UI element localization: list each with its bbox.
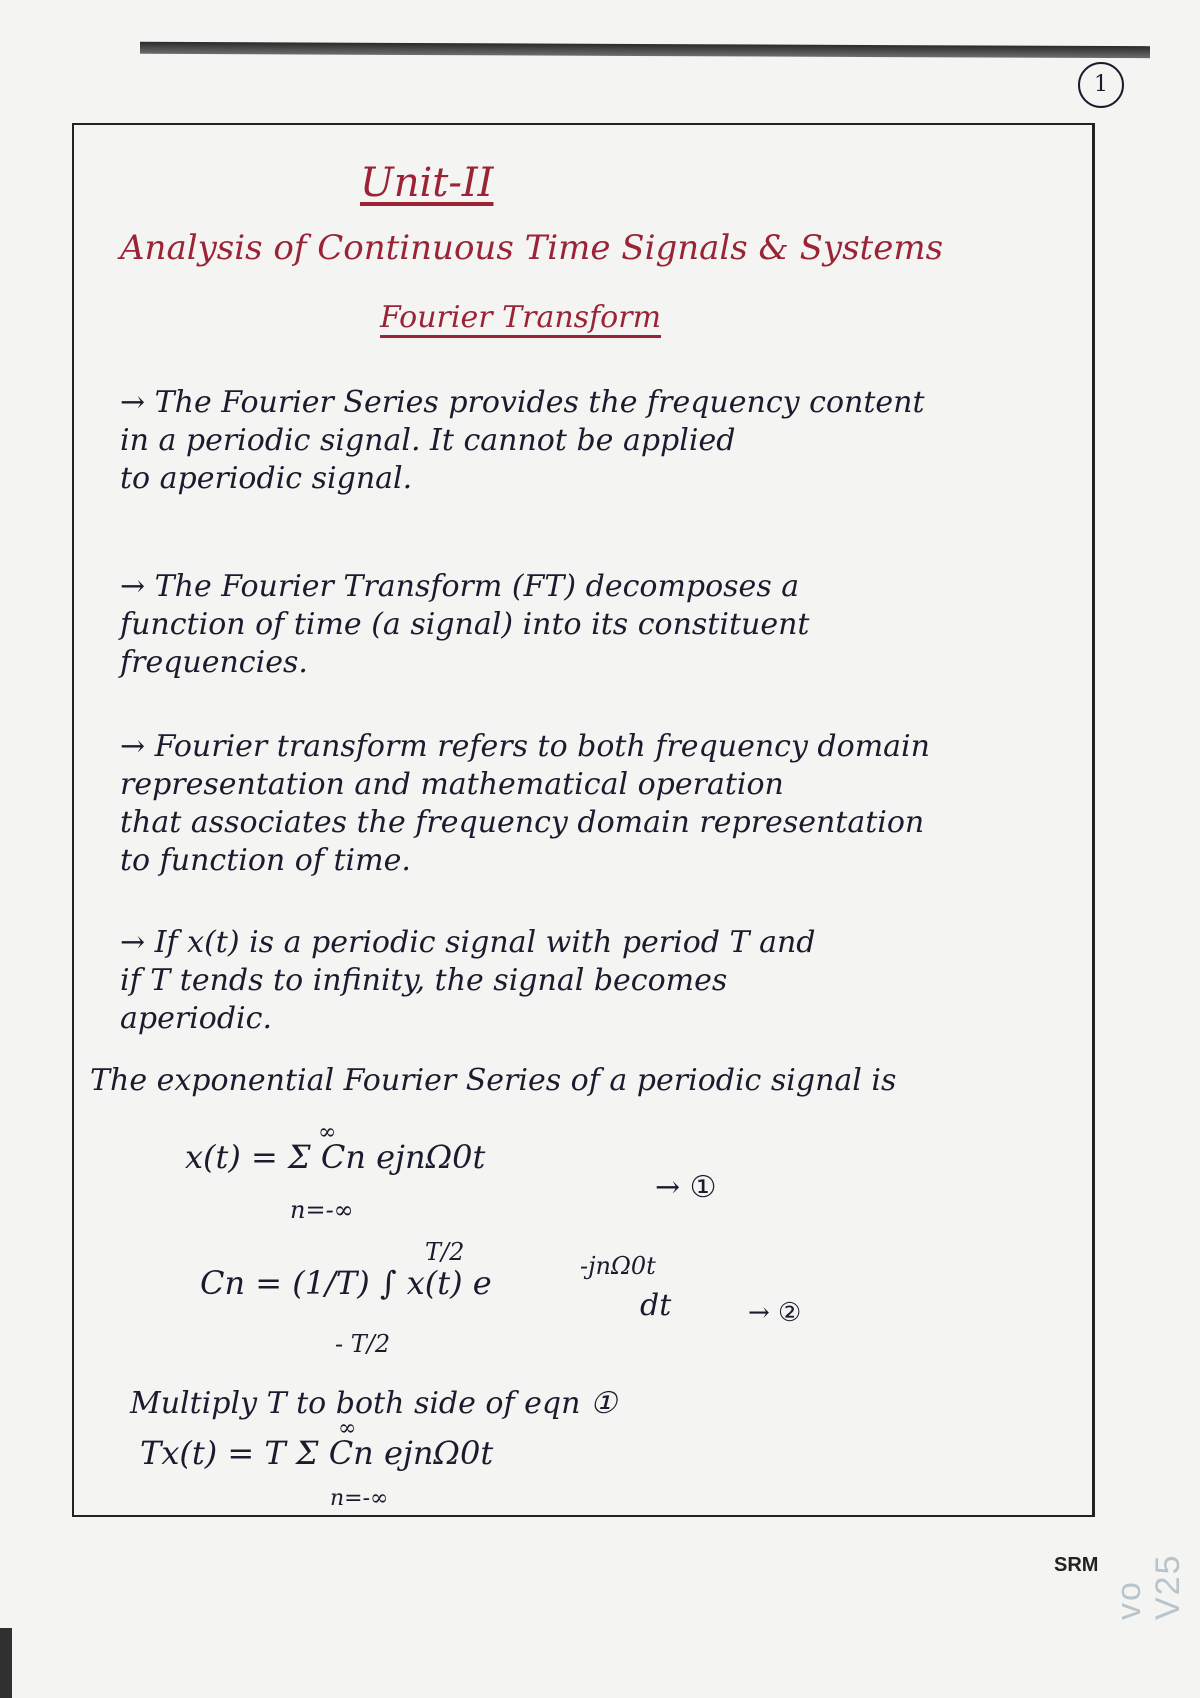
- eq2-integral-upper-limit: T/2: [425, 1238, 465, 1266]
- eq2-exponent: -jnΩ0t: [580, 1252, 656, 1280]
- multiply-instruction: Multiply T to both side of eqn ①: [130, 1386, 617, 1421]
- eq2-integral-lower-limit: - T/2: [335, 1330, 391, 1358]
- page-left-edge: [0, 1628, 12, 1698]
- paragraph-ft-definition: [120, 728, 1080, 880]
- equation-3: Tx(t) = T Σ Cn ejnΩ0t: [140, 1434, 494, 1472]
- equation-1: x(t) = Σ Cn ejnΩ0t: [185, 1138, 486, 1176]
- paragraph-aperiodic: [120, 924, 1080, 1038]
- text-line: → Fourier transform refers to both frequency domain: [120, 729, 930, 764]
- eq1-sum-upper-limit: ∞: [318, 1120, 337, 1145]
- text-line: → If x(t) is a periodic signal with period T and: [120, 925, 816, 960]
- text-line: that associates the frequency domain representation: [120, 805, 925, 840]
- notebook-brand: SRM: [1054, 1554, 1099, 1576]
- paragraph-fourier-series: [120, 384, 1080, 498]
- paragraph-exponential-series: [90, 1062, 1050, 1100]
- text-line: aperiodic.: [120, 1001, 272, 1036]
- paragraph-fourier-transform: [120, 568, 1080, 682]
- text-line: → The Fourier Series provides the frequency content: [120, 385, 925, 420]
- eq2-reference: → ②: [748, 1298, 802, 1328]
- unit-heading: Unit-II: [360, 160, 494, 206]
- text-line: The exponential Fourier Series of a periodic signal is: [90, 1063, 897, 1098]
- camera-watermark: vo V25: [1110, 1553, 1187, 1620]
- eq3-sum-lower-limit: n=-∞: [330, 1486, 389, 1511]
- eq1-sum-lower-limit: n=-∞: [290, 1196, 354, 1224]
- page-top-edge: [140, 42, 1150, 58]
- chapter-title: Analysis of Continuous Time Signals & Systems: [120, 228, 944, 268]
- text-line: to function of time.: [120, 843, 411, 878]
- equation-2: Cn = (1/T) ∫ x(t) e: [200, 1264, 492, 1302]
- section-title: Fourier Transform: [380, 300, 662, 335]
- text-line: → The Fourier Transform (FT) decomposes a: [120, 569, 800, 604]
- page-number: 1: [1078, 62, 1124, 108]
- text-line: function of time (a signal) into its constituent: [120, 607, 810, 642]
- eq2-differential: dt: [640, 1288, 672, 1323]
- eq3-sum-upper-limit: ∞: [338, 1416, 357, 1441]
- text-line: to aperiodic signal.: [120, 461, 413, 496]
- text-line: representation and mathematical operation: [120, 767, 784, 802]
- eq1-reference: → ①: [655, 1170, 717, 1205]
- text-line: in a periodic signal. It cannot be applied: [120, 423, 736, 458]
- text-line: frequencies.: [120, 645, 308, 680]
- text-line: if T tends to infinity, the signal becomes: [120, 963, 728, 998]
